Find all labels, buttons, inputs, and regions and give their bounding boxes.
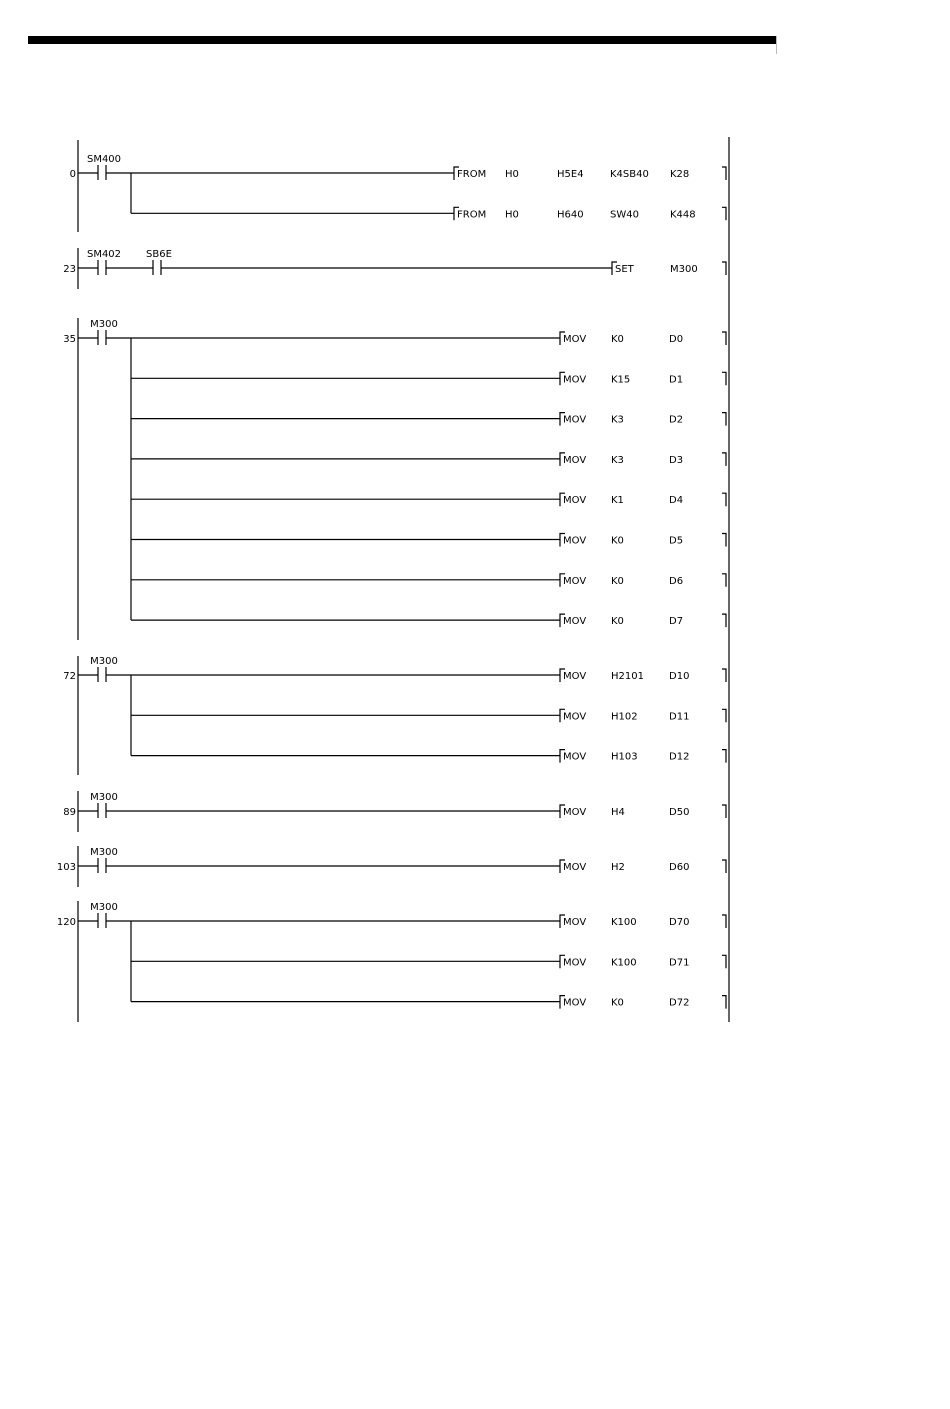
instruction-op: MOV	[563, 862, 587, 873]
instruction-op: MOV	[563, 957, 587, 969]
instruction-close-bracket	[722, 453, 726, 466]
step-number: 35	[63, 334, 76, 345]
instruction-op: MOV	[563, 575, 587, 587]
instruction-op: MOV	[563, 414, 587, 426]
instruction-operand: K100	[611, 957, 637, 969]
instruction-operand: H640	[557, 209, 584, 221]
instruction-operand: H0	[505, 209, 519, 221]
instruction-operand: K0	[611, 997, 624, 1009]
instruction-operand: D6	[669, 575, 684, 587]
instruction-op: MOV	[563, 751, 587, 763]
contact-label: M300	[90, 656, 118, 667]
instruction-op: SET	[615, 264, 634, 275]
instruction-op: MOV	[563, 334, 587, 345]
instruction-operand: K15	[611, 374, 631, 386]
instruction-operand: D7	[669, 616, 684, 628]
instruction-close-bracket	[722, 493, 726, 506]
instruction-operand: D11	[669, 711, 690, 723]
instruction-close-bracket	[722, 332, 726, 345]
instruction-operand: D72	[669, 997, 690, 1009]
instruction-operand: K28	[670, 169, 690, 180]
instruction-operand: D1	[669, 374, 684, 386]
instruction-operand: K0	[611, 535, 624, 547]
instruction-operand: K1	[611, 495, 624, 507]
instruction-op: MOV	[563, 711, 587, 723]
instruction-close-bracket	[722, 534, 726, 547]
instruction-op: MOV	[563, 535, 587, 547]
instruction-op: MOV	[563, 495, 587, 507]
instruction-close-bracket	[722, 805, 726, 818]
instruction-close-bracket	[722, 262, 726, 275]
instruction-operand: H4	[611, 807, 625, 818]
instruction-operand: K0	[611, 334, 624, 345]
instruction-close-bracket	[722, 167, 726, 180]
instruction-operand: H2101	[611, 671, 644, 682]
instruction-operand: D5	[669, 535, 684, 547]
instruction-close-bracket	[722, 669, 726, 682]
instruction-operand: D0	[669, 334, 684, 345]
instruction-operand: SW40	[610, 209, 639, 221]
contact-label: M300	[90, 847, 118, 858]
instruction-close-bracket	[722, 709, 726, 722]
instruction-close-bracket	[722, 207, 726, 220]
contact-label: M300	[90, 319, 118, 330]
instruction-operand: H0	[505, 169, 519, 180]
instruction-operand: D71	[669, 957, 690, 969]
step-number: 23	[63, 264, 76, 275]
instruction-close-bracket	[722, 372, 726, 385]
instruction-operand: H5E4	[557, 169, 584, 180]
instruction-operand: D70	[669, 917, 690, 928]
contact-label: M300	[90, 902, 118, 913]
instruction-operand: D60	[669, 862, 690, 873]
instruction-operand: K4SB40	[610, 169, 649, 180]
instruction-operand: H102	[611, 711, 638, 723]
instruction-op: MOV	[563, 374, 587, 386]
instruction-close-bracket	[722, 996, 726, 1009]
instruction-operand: K100	[611, 917, 637, 928]
instruction-operand: K3	[611, 414, 624, 426]
instruction-operand: D50	[669, 807, 690, 818]
contact-label: SM400	[86, 154, 122, 165]
instruction-op: MOV	[563, 616, 587, 628]
instruction-close-bracket	[722, 955, 726, 968]
step-number: 0	[69, 169, 76, 180]
instruction-close-bracket	[722, 413, 726, 426]
instruction-operand: D12	[669, 751, 690, 763]
instruction-close-bracket	[722, 860, 726, 873]
instruction-operand: K0	[611, 616, 624, 628]
step-number: 103	[56, 862, 76, 873]
instruction-close-bracket	[722, 614, 726, 627]
instruction-close-bracket	[722, 915, 726, 928]
instruction-operand: D2	[669, 414, 684, 426]
contact-label: SM402	[86, 249, 122, 260]
step-number: 72	[63, 671, 76, 682]
instruction-operand: K0	[611, 575, 624, 587]
instruction-operand: H2	[611, 862, 625, 873]
instruction-operand: D10	[669, 671, 690, 682]
instruction-op: MOV	[563, 917, 587, 928]
instruction-op: MOV	[563, 997, 587, 1009]
instruction-op: MOV	[563, 671, 587, 682]
instruction-operand: H103	[611, 751, 638, 763]
step-number: 89	[63, 807, 76, 818]
instruction-op: FROM	[457, 209, 487, 221]
instruction-close-bracket	[722, 574, 726, 587]
step-number: 120	[56, 917, 76, 928]
contact-label: SB6E	[146, 249, 172, 260]
instruction-op: FROM	[457, 169, 487, 180]
instruction-operand: D4	[669, 495, 684, 507]
instruction-close-bracket	[722, 750, 726, 763]
instruction-op: MOV	[563, 454, 587, 466]
instruction-operand: M300	[670, 264, 698, 275]
instruction-operand: D3	[669, 454, 684, 466]
contact-label: M300	[90, 792, 118, 803]
instruction-operand: K3	[611, 454, 624, 466]
instruction-operand: K448	[670, 209, 696, 221]
instruction-op: MOV	[563, 807, 587, 818]
